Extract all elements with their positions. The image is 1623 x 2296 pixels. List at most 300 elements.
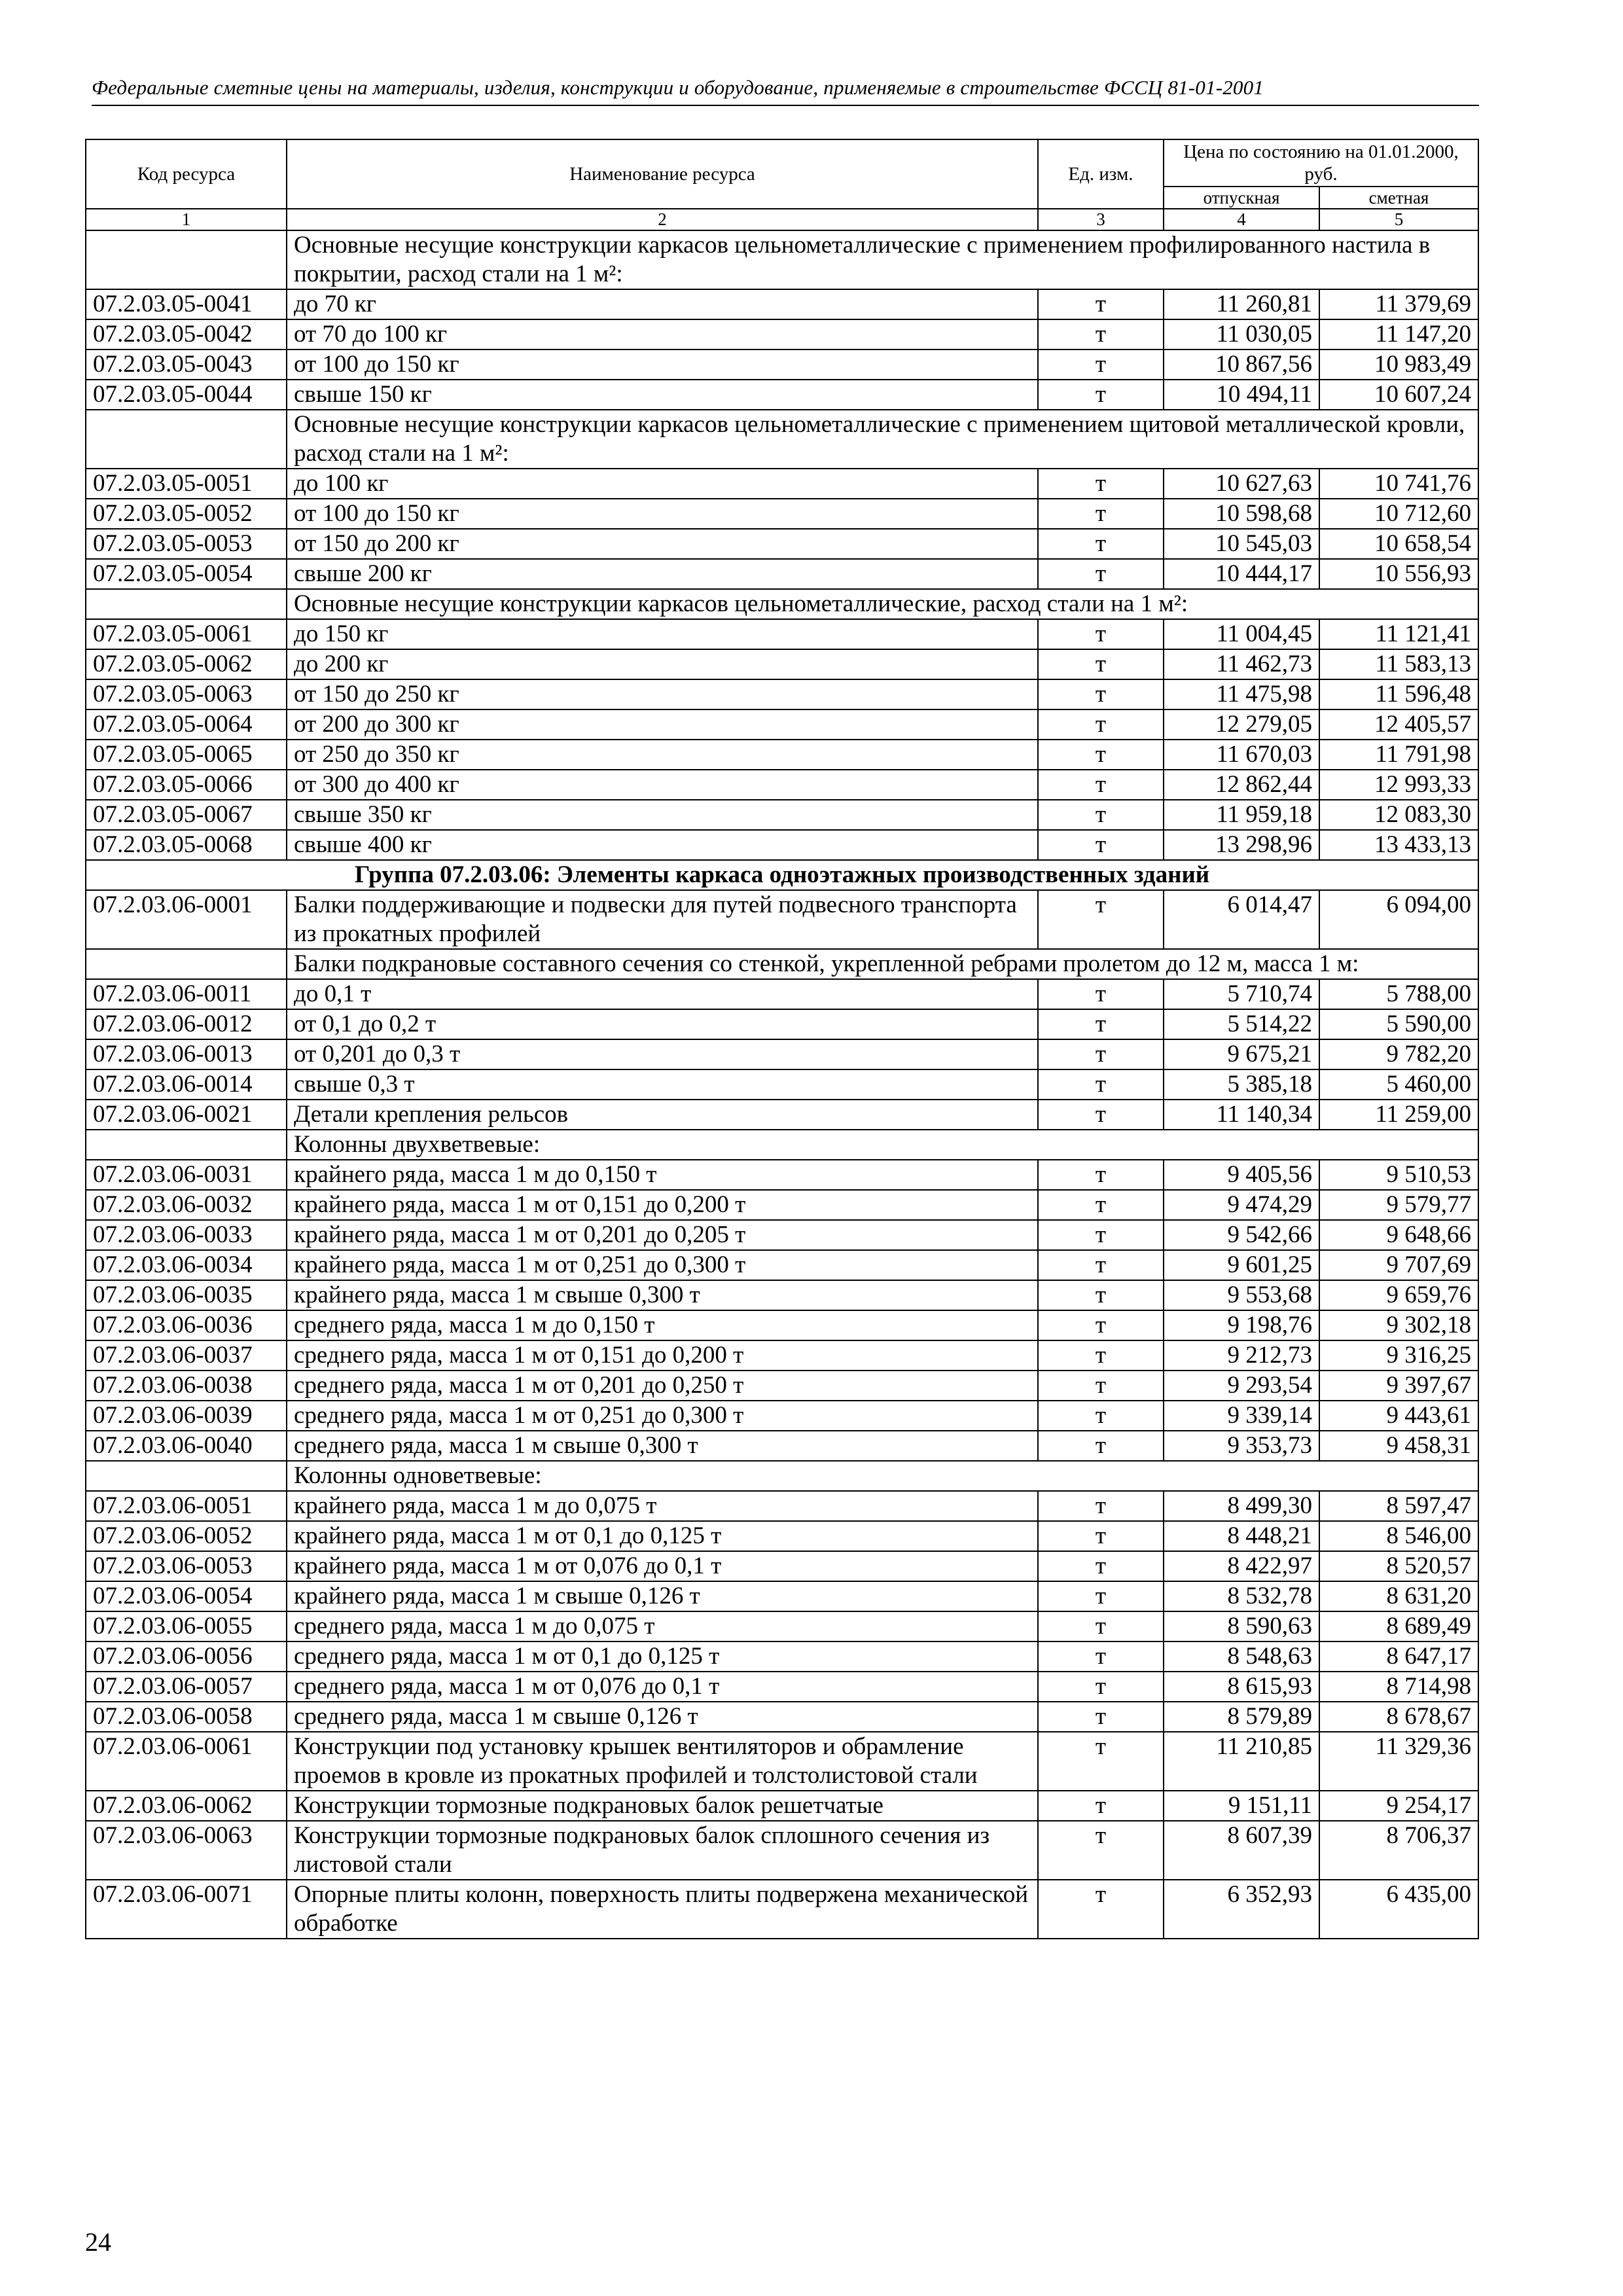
release-price: 11 140,34 [1164, 1100, 1319, 1130]
price-table [85, 139, 1479, 1939]
estimate-price: 9 458,31 [1319, 1431, 1478, 1461]
unit: т [1038, 1340, 1164, 1371]
resource-name: Конструкции под установку крышек вентиляторов и обрамление проемов в кровле из прокатных профилей и толстолистовой стали [287, 1732, 1038, 1791]
resource-name: Опорные плиты колонн, поверхность плиты подвержена механической обработке [287, 1880, 1038, 1939]
table-row [86, 350, 1478, 380]
col-number: 4 [1164, 209, 1319, 230]
resource-name: от 150 до 250 кг [287, 679, 1038, 709]
release-price: 11 462,73 [1164, 649, 1319, 679]
col-number: 1 [86, 209, 287, 230]
unit: т [1038, 1821, 1164, 1880]
release-price: 10 627,63 [1164, 469, 1319, 499]
release-price: 6 014,47 [1164, 890, 1319, 949]
release-price: 5 514,22 [1164, 1009, 1319, 1039]
unit: т [1038, 1431, 1164, 1461]
resource-name: от 70 до 100 кг [287, 319, 1038, 350]
unit: т [1038, 1250, 1164, 1280]
empty-code-cell [86, 410, 287, 469]
table-row [86, 1672, 1478, 1702]
estimate-price: 5 590,00 [1319, 1009, 1478, 1039]
resource-name: крайнего ряда, масса 1 м свыше 0,300 т [287, 1280, 1038, 1310]
header-release-price: отпускная [1164, 187, 1319, 209]
release-price: 10 867,56 [1164, 350, 1319, 380]
table-row [86, 469, 1478, 499]
unit: т [1038, 319, 1164, 350]
unit: т [1038, 1190, 1164, 1220]
table-row [86, 649, 1478, 679]
resource-name: до 100 кг [287, 469, 1038, 499]
release-price: 8 422,97 [1164, 1551, 1319, 1581]
unit: т [1038, 1551, 1164, 1581]
resource-code: 07.2.03.06-0014 [86, 1069, 287, 1100]
resource-code: 07.2.03.05-0042 [86, 319, 287, 350]
resource-code: 07.2.03.05-0054 [86, 559, 287, 589]
resource-code: 07.2.03.05-0053 [86, 529, 287, 559]
release-price: 8 615,93 [1164, 1672, 1319, 1702]
table-body [86, 230, 1478, 1939]
table-row [86, 619, 1478, 649]
release-price: 9 601,25 [1164, 1250, 1319, 1280]
empty-code-cell [86, 589, 287, 619]
table-row [86, 499, 1478, 529]
resource-name: от 100 до 150 кг [287, 499, 1038, 529]
unit: т [1038, 1310, 1164, 1340]
estimate-price: 9 397,67 [1319, 1371, 1478, 1401]
resource-name: крайнего ряда, масса 1 м от 0,151 до 0,200 т [287, 1190, 1038, 1220]
estimate-price: 8 520,57 [1319, 1551, 1478, 1581]
table-row [86, 1220, 1478, 1250]
resource-name: от 200 до 300 кг [287, 709, 1038, 740]
resource-code: 07.2.03.05-0065 [86, 740, 287, 770]
estimate-price: 8 597,47 [1319, 1491, 1478, 1521]
col-number: 5 [1319, 209, 1478, 230]
unit: т [1038, 1371, 1164, 1401]
table-row [86, 1611, 1478, 1641]
release-price: 8 448,21 [1164, 1521, 1319, 1551]
unit: т [1038, 1009, 1164, 1039]
resource-name: крайнего ряда, масса 1 м от 0,201 до 0,205 т [287, 1220, 1038, 1250]
unit: т [1038, 1100, 1164, 1130]
unit: т [1038, 1732, 1164, 1791]
group-title: Группа 07.2.03.06: Элементы каркаса одноэтажных производственных зданий [86, 860, 1478, 890]
release-price: 11 030,05 [1164, 319, 1319, 350]
col-number: 2 [287, 209, 1038, 230]
estimate-price: 6 435,00 [1319, 1880, 1478, 1939]
running-header: Федеральные сметные цены на материалы, изделия, конструкции и оборудование, применяемые в строительстве ФССЦ 81-01-2001 [92, 76, 1264, 99]
unit: т [1038, 979, 1164, 1009]
section-title: Колонны двухветвевые: [287, 1130, 1478, 1160]
resource-name: от 0,201 до 0,3 т [287, 1039, 1038, 1069]
resource-name: среднего ряда, масса 1 м от 0,201 до 0,250 т [287, 1371, 1038, 1401]
release-price: 9 675,21 [1164, 1039, 1319, 1069]
resource-code: 07.2.03.06-0071 [86, 1880, 287, 1939]
estimate-price: 8 689,49 [1319, 1611, 1478, 1641]
release-price: 5 710,74 [1164, 979, 1319, 1009]
table-row [86, 1521, 1478, 1551]
table-row [86, 559, 1478, 589]
unit: т [1038, 1611, 1164, 1641]
table-row [86, 1821, 1478, 1880]
release-price: 9 151,11 [1164, 1791, 1319, 1821]
estimate-price: 12 083,30 [1319, 800, 1478, 830]
section-row [86, 1461, 1478, 1491]
empty-code-cell [86, 1461, 287, 1491]
unit: т [1038, 770, 1164, 800]
estimate-price: 6 094,00 [1319, 890, 1478, 949]
resource-name: крайнего ряда, масса 1 м свыше 0,126 т [287, 1581, 1038, 1611]
resource-name: среднего ряда, масса 1 м свыше 0,300 т [287, 1431, 1038, 1461]
resource-code: 07.2.03.06-0056 [86, 1641, 287, 1672]
unit: т [1038, 499, 1164, 529]
estimate-price: 5 788,00 [1319, 979, 1478, 1009]
table-row [86, 830, 1478, 860]
resource-name: среднего ряда, масса 1 м до 0,075 т [287, 1611, 1038, 1641]
estimate-price: 11 791,98 [1319, 740, 1478, 770]
unit: т [1038, 1401, 1164, 1431]
table-row [86, 1310, 1478, 1340]
resource-code: 07.2.03.06-0061 [86, 1732, 287, 1791]
estimate-price: 10 658,54 [1319, 529, 1478, 559]
release-price: 9 353,73 [1164, 1431, 1319, 1461]
unit: т [1038, 709, 1164, 740]
unit: т [1038, 1702, 1164, 1732]
table-row [86, 1190, 1478, 1220]
unit: т [1038, 529, 1164, 559]
table-row [86, 1581, 1478, 1611]
resource-code: 07.2.03.06-0032 [86, 1190, 287, 1220]
table-row [86, 1100, 1478, 1130]
release-price: 12 862,44 [1164, 770, 1319, 800]
release-price: 10 444,17 [1164, 559, 1319, 589]
resource-name: среднего ряда, масса 1 м от 0,151 до 0,200 т [287, 1340, 1038, 1371]
empty-code-cell [86, 230, 287, 289]
release-price: 11 959,18 [1164, 800, 1319, 830]
unit: т [1038, 740, 1164, 770]
resource-name: крайнего ряда, масса 1 м от 0,076 до 0,1 т [287, 1551, 1038, 1581]
release-price: 11 475,98 [1164, 679, 1319, 709]
resource-code: 07.2.03.06-0051 [86, 1491, 287, 1521]
resource-code: 07.2.03.06-0037 [86, 1340, 287, 1371]
table-row [86, 1431, 1478, 1461]
unit: т [1038, 350, 1164, 380]
section-title: Колонны одноветвевые: [287, 1461, 1478, 1491]
table-row [86, 1702, 1478, 1732]
table-row [86, 1069, 1478, 1100]
section-row [86, 230, 1478, 289]
estimate-price: 8 678,67 [1319, 1702, 1478, 1732]
resource-name: свыше 400 кг [287, 830, 1038, 860]
estimate-price: 9 707,69 [1319, 1250, 1478, 1280]
resource-name: Детали крепления рельсов [287, 1100, 1038, 1130]
resource-name: крайнего ряда, масса 1 м до 0,150 т [287, 1160, 1038, 1190]
estimate-price: 12 993,33 [1319, 770, 1478, 800]
estimate-price: 11 583,13 [1319, 649, 1478, 679]
resource-name: до 70 кг [287, 289, 1038, 319]
release-price: 8 607,39 [1164, 1821, 1319, 1880]
section-row [86, 589, 1478, 619]
estimate-price: 8 706,37 [1319, 1821, 1478, 1880]
resource-name: свыше 350 кг [287, 800, 1038, 830]
unit: т [1038, 469, 1164, 499]
unit: т [1038, 1039, 1164, 1069]
resource-code: 07.2.03.06-0053 [86, 1551, 287, 1581]
resource-code: 07.2.03.06-0033 [86, 1220, 287, 1250]
estimate-price: 11 379,69 [1319, 289, 1478, 319]
release-price: 10 598,68 [1164, 499, 1319, 529]
resource-name: среднего ряда, масса 1 м от 0,251 до 0,300 т [287, 1401, 1038, 1431]
unit: т [1038, 800, 1164, 830]
table-row [86, 1340, 1478, 1371]
resource-code: 07.2.03.05-0043 [86, 350, 287, 380]
resource-name: от 150 до 200 кг [287, 529, 1038, 559]
resource-code: 07.2.03.05-0068 [86, 830, 287, 860]
estimate-price: 9 510,53 [1319, 1160, 1478, 1190]
resource-name: от 250 до 350 кг [287, 740, 1038, 770]
release-price: 12 279,05 [1164, 709, 1319, 740]
resource-code: 07.2.03.06-0052 [86, 1521, 287, 1551]
estimate-price: 9 302,18 [1319, 1310, 1478, 1340]
estimate-price: 10 741,76 [1319, 469, 1478, 499]
table-row [86, 1551, 1478, 1581]
resource-code: 07.2.03.06-0039 [86, 1401, 287, 1431]
unit: т [1038, 1581, 1164, 1611]
unit: т [1038, 1641, 1164, 1672]
resource-code: 07.2.03.06-0001 [86, 890, 287, 949]
estimate-price: 8 714,98 [1319, 1672, 1478, 1702]
table-row [86, 1009, 1478, 1039]
header-name: Наименование ресурса [287, 139, 1038, 209]
release-price: 5 385,18 [1164, 1069, 1319, 1100]
unit: т [1038, 1069, 1164, 1100]
table-row [86, 890, 1478, 949]
unit: т [1038, 1491, 1164, 1521]
header-price: Цена по состоянию на 01.01.2000, руб. [1164, 139, 1478, 187]
estimate-price: 12 405,57 [1319, 709, 1478, 740]
resource-code: 07.2.03.06-0034 [86, 1250, 287, 1280]
table-row [86, 1791, 1478, 1821]
section-row [86, 949, 1478, 979]
table-row [86, 800, 1478, 830]
table-row [86, 289, 1478, 319]
group-row [86, 860, 1478, 890]
table-row [86, 380, 1478, 410]
header-estimate-price: сметная [1319, 187, 1478, 209]
resource-name: до 150 кг [287, 619, 1038, 649]
resource-name: среднего ряда, масса 1 м от 0,076 до 0,1 т [287, 1672, 1038, 1702]
unit: т [1038, 1220, 1164, 1250]
resource-name: от 0,1 до 0,2 т [287, 1009, 1038, 1039]
release-price: 8 499,30 [1164, 1491, 1319, 1521]
table-row [86, 1250, 1478, 1280]
unit: т [1038, 1672, 1164, 1702]
unit: т [1038, 1280, 1164, 1310]
resource-code: 07.2.03.06-0058 [86, 1702, 287, 1732]
estimate-price: 9 579,77 [1319, 1190, 1478, 1220]
estimate-price: 13 433,13 [1319, 830, 1478, 860]
resource-name: Балки поддерживающие и подвески для путей подвесного транспорта из прокатных профилей [287, 890, 1038, 949]
col-number: 3 [1038, 209, 1164, 230]
unit: т [1038, 679, 1164, 709]
resource-code: 07.2.03.06-0055 [86, 1611, 287, 1641]
table-row [86, 1641, 1478, 1672]
table-row [86, 1039, 1478, 1069]
unit: т [1038, 1160, 1164, 1190]
resource-code: 07.2.03.06-0040 [86, 1431, 287, 1461]
estimate-price: 11 329,36 [1319, 1732, 1478, 1791]
release-price: 9 339,14 [1164, 1401, 1319, 1431]
table-row [86, 979, 1478, 1009]
resource-name: Конструкции тормозные подкрановых балок сплошного сечения из листовой стали [287, 1821, 1038, 1880]
estimate-price: 9 648,66 [1319, 1220, 1478, 1250]
resource-code: 07.2.03.05-0062 [86, 649, 287, 679]
release-price: 11 670,03 [1164, 740, 1319, 770]
release-price: 11 260,81 [1164, 289, 1319, 319]
resource-code: 07.2.03.06-0031 [86, 1160, 287, 1190]
table-row [86, 679, 1478, 709]
section-title: Основные несущие конструкции каркасов цельнометаллические, расход стали на 1 м²: [287, 589, 1478, 619]
resource-code: 07.2.03.05-0067 [86, 800, 287, 830]
resource-name: Конструкции тормозные подкрановых балок решетчатые [287, 1791, 1038, 1821]
release-price: 9 474,29 [1164, 1190, 1319, 1220]
section-row [86, 1130, 1478, 1160]
estimate-price: 9 782,20 [1319, 1039, 1478, 1069]
unit: т [1038, 649, 1164, 679]
release-price: 8 532,78 [1164, 1581, 1319, 1611]
estimate-price: 9 443,61 [1319, 1401, 1478, 1431]
resource-name: до 0,1 т [287, 979, 1038, 1009]
resource-name: крайнего ряда, масса 1 м от 0,1 до 0,125 т [287, 1521, 1038, 1551]
table-row [86, 1880, 1478, 1939]
header-code: Код ресурса [86, 139, 287, 209]
release-price: 9 553,68 [1164, 1280, 1319, 1310]
unit: т [1038, 890, 1164, 949]
resource-code: 07.2.03.06-0057 [86, 1672, 287, 1702]
resource-code: 07.2.03.06-0036 [86, 1310, 287, 1340]
resource-name: свыше 150 кг [287, 380, 1038, 410]
empty-code-cell [86, 949, 287, 979]
resource-code: 07.2.03.06-0063 [86, 1821, 287, 1880]
section-title: Основные несущие конструкции каркасов цельнометаллические с применением профилированного настила в покрытии, расход стали на 1 м²: [287, 230, 1478, 289]
estimate-price: 9 659,76 [1319, 1280, 1478, 1310]
resource-code: 07.2.03.06-0054 [86, 1581, 287, 1611]
resource-name: до 200 кг [287, 649, 1038, 679]
table-row [86, 709, 1478, 740]
table-row [86, 1401, 1478, 1431]
resource-code: 07.2.03.06-0012 [86, 1009, 287, 1039]
table-row [86, 1732, 1478, 1791]
table-row [86, 770, 1478, 800]
section-title: Балки подкрановые составного сечения со стенкой, укрепленной ребрами пролетом до 12 м, масса 1 м: [287, 949, 1478, 979]
resource-code: 07.2.03.05-0063 [86, 679, 287, 709]
release-price: 11 004,45 [1164, 619, 1319, 649]
release-price: 9 405,56 [1164, 1160, 1319, 1190]
estimate-price: 11 147,20 [1319, 319, 1478, 350]
release-price: 8 579,89 [1164, 1702, 1319, 1732]
resource-code: 07.2.03.06-0062 [86, 1791, 287, 1821]
resource-name: свыше 0,3 т [287, 1069, 1038, 1100]
page-number: 24 [85, 2227, 111, 2257]
section-row [86, 410, 1478, 469]
resource-code: 07.2.03.05-0061 [86, 619, 287, 649]
table-row [86, 1491, 1478, 1521]
release-price: 6 352,93 [1164, 1880, 1319, 1939]
table-row [86, 529, 1478, 559]
estimate-price: 11 596,48 [1319, 679, 1478, 709]
estimate-price: 11 121,41 [1319, 619, 1478, 649]
estimate-price: 10 607,24 [1319, 380, 1478, 410]
estimate-price: 10 556,93 [1319, 559, 1478, 589]
resource-code: 07.2.03.06-0021 [86, 1100, 287, 1130]
table-row [86, 1160, 1478, 1190]
release-price: 9 198,76 [1164, 1310, 1319, 1340]
empty-code-cell [86, 1130, 287, 1160]
table-row [86, 740, 1478, 770]
estimate-price: 5 460,00 [1319, 1069, 1478, 1100]
unit: т [1038, 619, 1164, 649]
estimate-price: 11 259,00 [1319, 1100, 1478, 1130]
header-rule [92, 105, 1479, 106]
estimate-price: 9 316,25 [1319, 1340, 1478, 1371]
release-price: 9 542,66 [1164, 1220, 1319, 1250]
release-price: 10 545,03 [1164, 529, 1319, 559]
estimate-price: 8 631,20 [1319, 1581, 1478, 1611]
estimate-price: 9 254,17 [1319, 1791, 1478, 1821]
resource-code: 07.2.03.06-0013 [86, 1039, 287, 1069]
resource-code: 07.2.03.05-0044 [86, 380, 287, 410]
table-header [86, 139, 1478, 230]
resource-code: 07.2.03.05-0051 [86, 469, 287, 499]
resource-code: 07.2.03.05-0066 [86, 770, 287, 800]
unit: т [1038, 380, 1164, 410]
estimate-price: 10 983,49 [1319, 350, 1478, 380]
release-price: 11 210,85 [1164, 1732, 1319, 1791]
estimate-price: 8 647,17 [1319, 1641, 1478, 1672]
header-unit: Ед. изм. [1038, 139, 1164, 209]
resource-name: среднего ряда, масса 1 м от 0,1 до 0,125 т [287, 1641, 1038, 1672]
resource-code: 07.2.03.06-0035 [86, 1280, 287, 1310]
release-price: 8 548,63 [1164, 1641, 1319, 1672]
estimate-price: 10 712,60 [1319, 499, 1478, 529]
table-row [86, 319, 1478, 350]
resource-name: от 100 до 150 кг [287, 350, 1038, 380]
resource-name: среднего ряда, масса 1 м свыше 0,126 т [287, 1702, 1038, 1732]
resource-code: 07.2.03.05-0064 [86, 709, 287, 740]
resource-name: крайнего ряда, масса 1 м до 0,075 т [287, 1491, 1038, 1521]
release-price: 8 590,63 [1164, 1611, 1319, 1641]
resource-name: от 300 до 400 кг [287, 770, 1038, 800]
section-title: Основные несущие конструкции каркасов цельнометаллические с применением щитовой металлической кровли, расход стали на 1 м²: [287, 410, 1478, 469]
table-row [86, 1371, 1478, 1401]
unit: т [1038, 1791, 1164, 1821]
resource-code: 07.2.03.05-0052 [86, 499, 287, 529]
resource-name: свыше 200 кг [287, 559, 1038, 589]
unit: т [1038, 830, 1164, 860]
resource-name: среднего ряда, масса 1 м до 0,150 т [287, 1310, 1038, 1340]
resource-name: крайнего ряда, масса 1 м от 0,251 до 0,300 т [287, 1250, 1038, 1280]
unit: т [1038, 1521, 1164, 1551]
resource-code: 07.2.03.05-0041 [86, 289, 287, 319]
resource-code: 07.2.03.06-0038 [86, 1371, 287, 1401]
release-price: 9 212,73 [1164, 1340, 1319, 1371]
resource-code: 07.2.03.06-0011 [86, 979, 287, 1009]
release-price: 10 494,11 [1164, 380, 1319, 410]
unit: т [1038, 1880, 1164, 1939]
unit: т [1038, 559, 1164, 589]
release-price: 13 298,96 [1164, 830, 1319, 860]
release-price: 9 293,54 [1164, 1371, 1319, 1401]
estimate-price: 8 546,00 [1319, 1521, 1478, 1551]
table-row [86, 1280, 1478, 1310]
